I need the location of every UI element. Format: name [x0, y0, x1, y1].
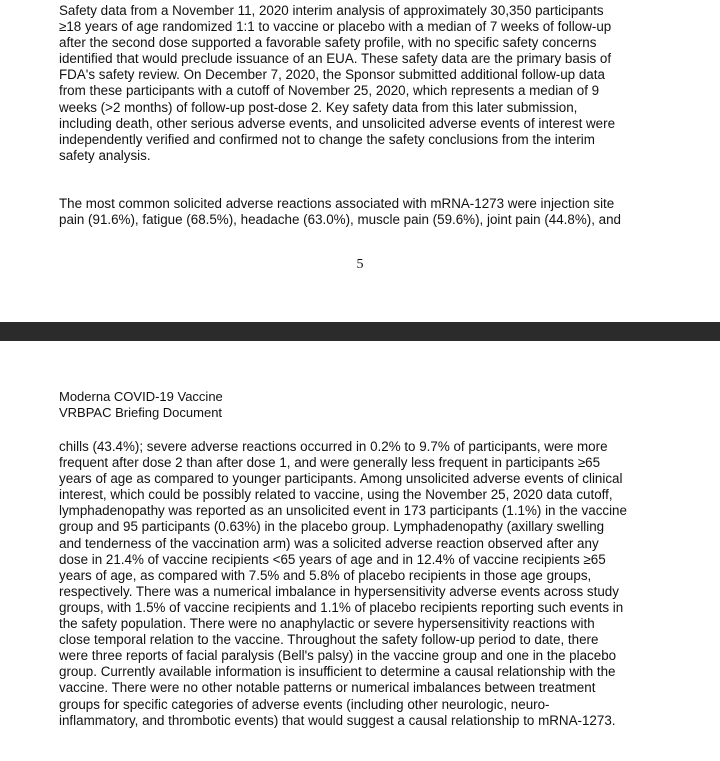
page-number: 5	[356, 257, 364, 272]
safety-data-paragraph: Safety data from a November 11, 2020 interim analysis of approximately 30,350 participants ≥18 years of age randomized 1:1 to vaccine or placebo with a median of 7 weeks of follow-up after the second dose supported a favorable safety profile, with no specific safety concerns identified that would preclude issuance of an EUA. These safety data are the primary basis of FDA's safety review. On December 7, 2020, the Sponsor submitted additional follow-up data from these participants with a cutoff of November 25, 2020, which represents a median of 9 weeks (>2 months) of follow-up post-dose 2. Key safety data from this later submission, including death, other serious adverse events, and unsolicited adverse events of interest were independently verified and confirmed not to change the safety conclusions from the interim safety analysis.	[59, 3, 616, 163]
header-title: Moderna COVID-19 Vaccine	[59, 389, 223, 404]
header-subtitle: VRBPAC Briefing Document	[59, 405, 223, 420]
document-page-top	[0, 0, 720, 322]
continued-adverse-events-paragraph: chills (43.4%); severe adverse reactions occurred in 0.2% to 9.7% of participants, were more frequent after dose 2 than after dose 1, and were generally less frequent in participants ≥65 years of age as compared to younger participants. Among unsolicited adverse events of clinical interest, which could be possibly related to vaccine, using the November 25, 2020 data cutoff, lymphadenopathy was reported as an unsolicited event in 173 participants (1.1%) in the vaccine group and 95 participants (0.63%) in the placebo group. Lymphadenopathy (axillary swelling and tenderness of the vaccination arm) was a solicited adverse reaction observed after any dose in 21.4% of vaccine recipients <65 years of age and in 12.4% of vaccine recipients ≥65 years of age, as compared with 7.5% and 5.8% of placebo recipients in those age groups, respectively. There was a numerical imbalance in hypersensitivity adverse events across study groups, with 1.5% of vaccine recipients and 1.1% of placebo recipients reporting such events in the safety population. There were no anaphylactic or severe hypersensitivity reactions with close temporal relation to the vaccine. Throughout the safety follow-up period to date, there were three reports of facial paralysis (Bell's palsy) in the vaccine group and one in the placebo group. Currently available information is insufficient to determine a causal relationship with the vaccine. There were no other notable patterns or numerical imbalances between treatment groups for specific categories of adverse events (including other neurologic, neuro- inflammatory, and thrombotic events) that would suggest a causal relationship to mRNA-1273.	[59, 439, 627, 728]
page-break-divider	[0, 322, 720, 341]
adverse-reactions-paragraph: The most common solicited adverse reactions associated with mRNA-1273 were injection site pain (91.6%), fatigue (68.5%), headache (63.0%), muscle pain (59.6%), joint pain (44.8%), and	[59, 196, 621, 228]
running-header	[59, 389, 223, 421]
